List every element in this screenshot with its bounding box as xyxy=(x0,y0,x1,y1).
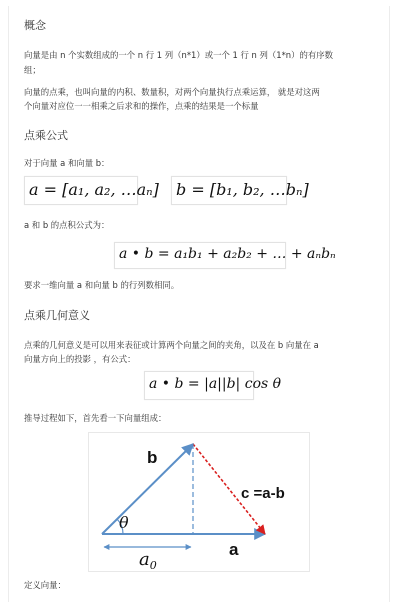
geometry-paragraph-line-2: 向量方向上的投影 ，有公式： xyxy=(24,354,136,364)
geometry-formula: a • b = |a||b| cos θ xyxy=(149,376,282,392)
dot-product-formula: a • b = a₁b₁ + a₂b₂ + … + aₙbₙ xyxy=(119,246,336,262)
vector-diagram xyxy=(88,432,310,572)
vector-a-equation: a = [a₁, a₂, …aₙ] xyxy=(29,180,159,199)
dot-product-paragraph-line-1: 向量的点乘，也叫向量的内积、数量积，对两个向量执行点乘运算， 就是对这两 xyxy=(24,87,320,97)
dot-product-formula-box xyxy=(114,242,336,269)
label-a-zero: $a_0$ xyxy=(139,549,157,571)
label-vector-b: b xyxy=(147,448,158,467)
label-theta: θ xyxy=(119,513,129,532)
dot-product-intro: a 和 b 的点积公式为： xyxy=(24,220,110,230)
dot-product-paragraph-line-2: 个向量对应位一一相乘之后求和的操作，点乘的结果是一个标量 xyxy=(24,101,259,111)
concept-paragraph-line-2: 组； xyxy=(24,65,41,75)
label-vector-c: c =a-b xyxy=(241,485,285,502)
formula-intro-text: 对于向量 a 和向量 b： xyxy=(24,158,110,168)
vector-b-equation: b = [b₁, b₂, …bₙ] xyxy=(176,180,309,199)
derivation-intro: 推导过程如下，首先看一下向量组成： xyxy=(24,413,167,423)
vector-diagram-svg xyxy=(89,433,309,571)
geometry-formula-box xyxy=(144,371,282,400)
define-vectors-text: 定义向量： xyxy=(24,580,66,590)
concept-heading: 概念 xyxy=(24,19,46,32)
geometry-paragraph-line-1: 点乘的几何意义是可以用来表征或计算两个向量之间的夹角，以及在 b 向量在 a xyxy=(24,340,319,350)
vector-b-equation-box xyxy=(171,176,309,205)
geometry-heading: 点乘几何意义 xyxy=(24,309,90,322)
formula-heading: 点乘公式 xyxy=(24,129,68,142)
label-vector-a: a xyxy=(229,540,239,559)
dimension-requirement: 要求一维向量 a 和向量 b 的行列数相同。 xyxy=(24,280,180,290)
page-left-border xyxy=(8,6,9,602)
page-right-border xyxy=(389,6,390,602)
concept-paragraph-line-1: 向量是由 n 个实数组成的一个 n 行 1 列（n*1）或一个 1 行 n 列（1*n）的有序数 xyxy=(24,50,333,60)
vector-a-equation-box xyxy=(24,176,159,205)
